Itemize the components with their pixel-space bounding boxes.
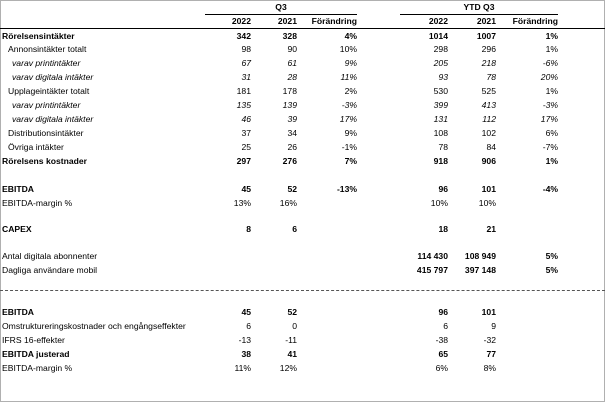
q3-change-value: 17% (339, 114, 357, 124)
ytd-change-value (502, 197, 558, 210)
q3-2021-value: 328 (282, 31, 297, 41)
ytd-2022-value: 93 (438, 72, 448, 82)
ytd-2022-value: 1014 (428, 31, 448, 41)
row-label: EBITDA-margin % (2, 198, 73, 208)
ytd-2022-value: 65 (438, 349, 448, 359)
q3-2021-value (255, 264, 297, 277)
q3-change-value: 11% (340, 72, 357, 82)
ytd-change-value: 6% (545, 128, 558, 138)
q3-2022-value: 98 (241, 44, 251, 54)
q3-change-value (303, 334, 357, 347)
q3-2022-value: 67 (241, 58, 251, 68)
table-row (0, 320, 605, 333)
q3-2021-value: 41 (287, 349, 297, 359)
q3-2022-value: 37 (241, 128, 251, 138)
q3-2021-value: 90 (287, 44, 297, 54)
q3-2022-value: 297 (236, 156, 251, 166)
q3-change-value: 7% (344, 156, 357, 166)
q3-2021-value: 39 (287, 114, 297, 124)
ytd-change-value (502, 348, 558, 361)
q3-2021-value: 276 (282, 156, 297, 166)
ytd-change-value (502, 334, 558, 347)
q3-2022-value: 45 (241, 184, 251, 194)
q3-2022-value: 38 (241, 349, 251, 359)
section-divider (0, 290, 605, 291)
q3-change-value: -13% (336, 184, 357, 194)
q3-2021-value: 139 (282, 100, 297, 110)
header-q3-2021: 2021 (277, 16, 297, 26)
row-label: varav digitala intäkter (12, 114, 94, 124)
row-label: CAPEX (2, 224, 32, 234)
q3-2021-value: 178 (282, 86, 297, 96)
q3-2022-value: 25 (241, 142, 251, 152)
q3-change-value (303, 348, 357, 361)
header-ytd-2021: 2021 (476, 16, 496, 26)
ytd-2022-value: 530 (433, 86, 448, 96)
ytd-2022-value: -38 (435, 335, 448, 345)
row-label: varav digitala intäkter (12, 72, 94, 82)
q3-2022-value: 342 (236, 31, 251, 41)
ytd-2021-value: 218 (481, 58, 496, 68)
ytd-2021-value: 101 (481, 307, 496, 317)
row-label: Upplageintäkter totalt (8, 86, 90, 96)
q3-2021-value: 34 (287, 128, 297, 138)
ytd-change-value: 17% (540, 114, 558, 124)
ytd-2021-value: 21 (486, 224, 496, 234)
q3-2022-value: 45 (241, 307, 251, 317)
q3-2022-value: 11% (234, 363, 251, 373)
header-q3-change: Förändring (311, 16, 357, 26)
q3-2021-value: 28 (287, 72, 297, 82)
ytd-2022-value: 205 (433, 58, 448, 68)
q3-2022-value: 181 (236, 86, 251, 96)
header-q3-2022: 2022 (231, 16, 251, 26)
table-row (0, 334, 605, 347)
ytd-2022-value: 298 (433, 44, 448, 54)
table-row (0, 99, 605, 112)
ytd-change-value: 1% (545, 31, 558, 41)
table-row (0, 30, 605, 43)
q3-change-value: -3% (341, 100, 357, 110)
q3-change-value: 9% (344, 58, 357, 68)
q3-2021-value: 16% (279, 198, 297, 208)
ytd-2021-value: 10% (478, 198, 496, 208)
ytd-2021-value: 906 (481, 156, 496, 166)
row-label: Annonsintäkter totalt (8, 44, 87, 54)
ytd-2022-value: 108 (433, 128, 448, 138)
ytd-change-value: 1% (545, 44, 558, 54)
table-row (0, 85, 605, 98)
ytd-2021-value: 525 (481, 86, 496, 96)
ytd-2022-value: 10% (430, 198, 448, 208)
ytd-change-value: -4% (542, 184, 558, 194)
table-row (0, 155, 605, 168)
header-ytd-q3: YTD Q3 (400, 0, 558, 15)
ytd-change-value: 5% (545, 251, 558, 261)
ytd-2022-value: 18 (438, 224, 448, 234)
row-label: Distributionsintäkter (8, 128, 84, 138)
q3-2021-value: 52 (287, 184, 297, 194)
ytd-change-value (502, 362, 558, 375)
table-row (0, 250, 605, 263)
ytd-change-value (502, 223, 558, 236)
table-row (0, 197, 605, 210)
table-row (0, 113, 605, 126)
q3-change-value: 2% (344, 86, 357, 96)
q3-change-value (303, 362, 357, 375)
ytd-2022-value: 131 (433, 114, 448, 124)
q3-change-value (303, 250, 357, 263)
ytd-2022-value: 114 430 (417, 251, 448, 261)
table-row (0, 57, 605, 70)
ytd-change-value: 20% (540, 72, 558, 82)
ytd-2021-value: 1007 (476, 31, 496, 41)
header-ytd-change: Förändring (512, 16, 558, 26)
q3-2022-value: 8 (246, 224, 251, 234)
ytd-2021-value: 8% (483, 363, 496, 373)
row-label: Övriga intäkter (8, 142, 64, 152)
q3-2021-value: -11 (285, 335, 297, 345)
q3-2021-value: 52 (287, 307, 297, 317)
row-label: Rörelsensintäkter (2, 31, 75, 41)
header-underline (0, 28, 605, 29)
ytd-2022-value: 918 (433, 156, 448, 166)
row-label: varav printintäkter (12, 58, 81, 68)
ytd-change-value (502, 306, 558, 319)
q3-change-value: 9% (344, 128, 357, 138)
ytd-change-value (502, 320, 558, 333)
q3-change-value (303, 223, 357, 236)
q3-change-value: 10% (339, 44, 357, 54)
table-row (0, 71, 605, 84)
row-label: EBITDA (2, 307, 34, 317)
ytd-change-value: 1% (545, 86, 558, 96)
row-label: Rörelsens kostnader (2, 156, 88, 166)
ytd-2021-value: 296 (481, 44, 496, 54)
ytd-2022-value: 78 (438, 142, 448, 152)
q3-2021-value: 61 (287, 58, 297, 68)
ytd-change-value: 5% (545, 265, 558, 275)
row-label: EBITDA-margin % (2, 363, 73, 373)
table-row (0, 183, 605, 196)
row-label: EBITDA (2, 184, 34, 194)
ytd-change-value: -7% (542, 142, 558, 152)
ytd-2022-value: 96 (438, 184, 448, 194)
row-label: EBITDA justerad (2, 349, 70, 359)
ytd-2021-value: 397 148 (464, 265, 496, 275)
ytd-2021-value: 413 (481, 100, 496, 110)
table-row (0, 43, 605, 56)
row-label: Antal digitala abonnenter (2, 251, 98, 261)
ytd-2021-value: 101 (481, 184, 496, 194)
row-label: Dagliga användare mobil (2, 265, 98, 275)
ytd-2021-value: 102 (481, 128, 496, 138)
q3-2021-value: 12% (279, 363, 297, 373)
ytd-2021-value: 108 949 (464, 251, 496, 261)
ytd-2021-value: 84 (486, 142, 496, 152)
ytd-2021-value: 77 (486, 349, 496, 359)
q3-2021-value: 6 (292, 224, 297, 234)
row-label: IFRS 16-effekter (2, 335, 65, 345)
q3-2021-value: 26 (287, 142, 297, 152)
q3-2022-value: -13 (238, 335, 251, 345)
header-q3: Q3 (205, 0, 357, 15)
ytd-2022-value: 6 (443, 321, 448, 331)
ytd-2022-value: 96 (438, 307, 448, 317)
ytd-2021-value: 78 (486, 72, 496, 82)
q3-change-value (303, 320, 357, 333)
q3-2022-value (205, 250, 251, 263)
ytd-change-value: -3% (542, 100, 558, 110)
ytd-2021-value: -32 (483, 335, 496, 345)
ytd-change-value: 1% (545, 156, 558, 166)
q3-change-value (303, 197, 357, 210)
q3-2022-value (205, 264, 251, 277)
table-row (0, 348, 605, 361)
table-row (0, 264, 605, 277)
table-row (0, 223, 605, 236)
table-row (0, 127, 605, 140)
q3-change-value (303, 264, 357, 277)
table-row (0, 306, 605, 319)
q3-change-value (303, 306, 357, 319)
q3-2021-value (255, 250, 297, 263)
ytd-2022-value: 415 797 (416, 265, 448, 275)
q3-change-value: -1% (341, 142, 357, 152)
q3-2022-value: 46 (241, 114, 251, 124)
ytd-2021-value: 9 (491, 321, 496, 331)
q3-2022-value: 135 (236, 100, 251, 110)
q3-2022-value: 31 (241, 72, 251, 82)
row-label: Omstruktureringskostnader och engångseffekter (2, 321, 186, 331)
ytd-2022-value: 6% (435, 363, 448, 373)
q3-2022-value: 6 (246, 321, 251, 331)
header-ytd-2022: 2022 (428, 16, 448, 26)
ytd-2022-value: 399 (433, 100, 448, 110)
table-row (0, 141, 605, 154)
q3-2022-value: 13% (233, 198, 251, 208)
table-row (0, 362, 605, 375)
row-label: varav printintäkter (12, 100, 81, 110)
ytd-2021-value: 112 (482, 114, 496, 124)
q3-change-value: 4% (344, 31, 357, 41)
ytd-change-value: -6% (542, 58, 558, 68)
q3-2021-value: 0 (292, 321, 297, 331)
